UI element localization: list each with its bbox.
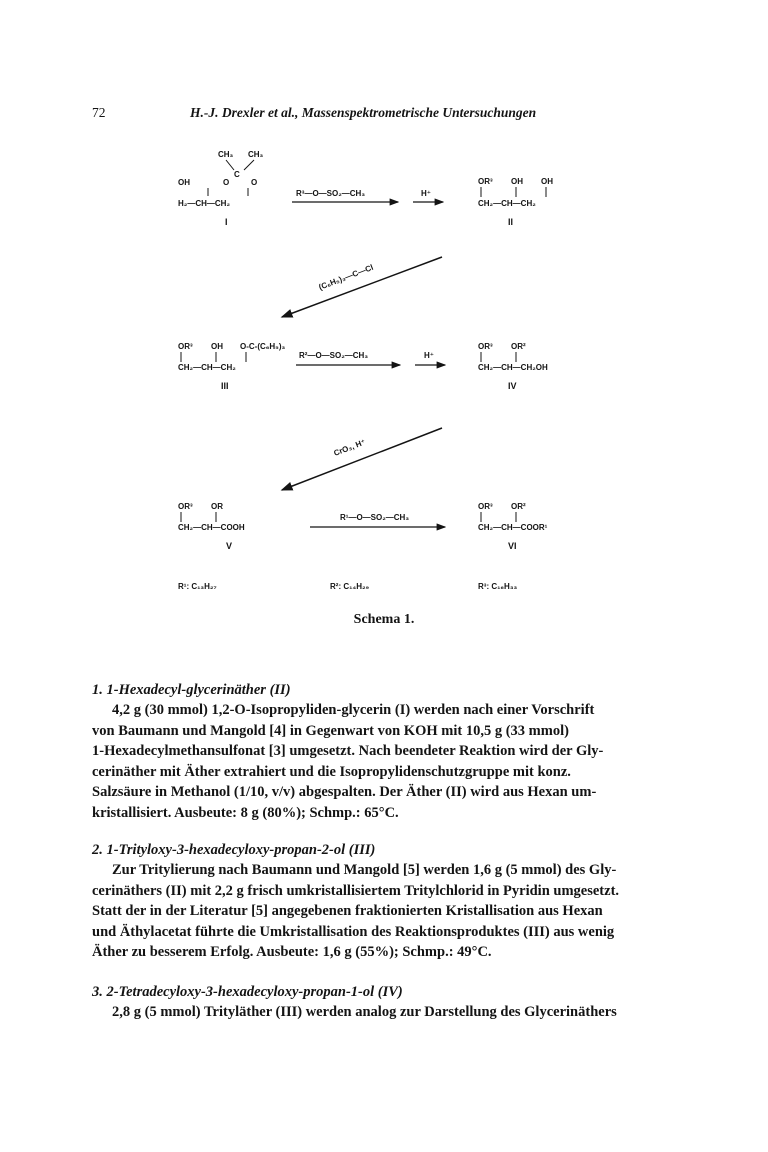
reagent-r3-sulfonate: R³—O—SO₂—CH₃ [296,189,366,198]
compound-IV-label: IV [508,381,517,391]
compound-IV-or3: OR³ [478,342,493,351]
compound-I [178,150,264,227]
text-line: Statt der in der Literatur [5] angegebenen fraktionierten Kristallisation aus Hexan [92,903,603,919]
compound-V-label: V [226,541,233,551]
reagent-trityl-chloride: (C₆H₅)₃—C—Cl [317,262,375,292]
text-line: Salzsäure in Methanol (1/10, v/v) abgespalten. Der Äther (II) wird aus Hexan um- [92,784,597,800]
compound-III-oh: OH [211,342,223,351]
reagent-acid-1: H⁺ [421,189,431,198]
compound-I-label: I [225,217,228,227]
running-head: H.-J. Drexler et al., Massenspektrometrische Untersuchungen [190,105,537,120]
text-line: Zur Tritylierung nach Baumann und Mangold [5] werden 1,6 g (5 mmol) des Gly- [112,862,617,878]
compound-VI-backbone: CH₂—CH—COOR¹ [478,523,548,532]
compound-I-backbone: H₂—CH—CH₂ [178,199,230,208]
compound-V-backbone: CH₂—CH—COOH [178,523,245,532]
compound-IV-backbone: CH₂—CH—CH₂OH [478,363,548,372]
compound-VI [478,502,548,551]
compound-I-methyl-right: CH₃ [248,150,264,159]
section-title: 3. 2-Tetradecyloxy-3-hexadecyloxy-propan-1-ol (IV) [92,984,403,1000]
section-paragraph [92,700,672,823]
compound-I-methyl-left: CH₃ [218,150,234,159]
compound-III [178,342,286,391]
text-line: 1-Hexadecylmethansulfonat [3] umgesetzt. Nach beendeter Reaktion wird der Gly- [92,743,604,759]
compound-VI-or3: OR³ [478,502,493,511]
section-paragraph [92,1002,672,1023]
text-line: 2,8 g (5 mmol) Trityläther (III) werden analog zur Darstellung des Glycerinäthers [112,1004,617,1020]
text-line: und Äthylacetat führte die Umkristallisation des Reaktionsproduktes (III) aus wenig [92,923,615,940]
reagent-oxidation: CrO₃, H⁺ [332,437,367,458]
compound-V [178,502,245,551]
compound-V-or3: OR³ [178,502,193,511]
text-line: cerinäthers (II) mit 2,2 g frisch umkristallisiertem Tritylchlorid in Pyridin umgesetzt. [92,882,620,899]
scheme-caption: Schema 1. [353,612,415,627]
compound-I-oxygen-right: O [251,178,258,187]
section-title: 2. 1-Trityloxy-3-hexadecyloxy-propan-2-ol (III) [92,842,376,858]
bond [244,160,254,170]
text-line: kristallisiert. Ausbeute: 8 g (80%); Schmp.: 65°C. [92,804,399,821]
text-line: cerinäther mit Äther extrahiert und die Isopropylidenschutzgruppe mit konz. [92,763,571,780]
compound-V-or: OR [211,502,223,511]
text-line: von Baumann und Mangold [4] in Gegenwart von KOH mit 10,5 g (33 mmol) [92,722,569,739]
compound-II [478,177,553,227]
reagent-acid-2: H⁺ [424,351,434,360]
definition-r2: R²: C₁₄H₂₉ [330,582,370,591]
compound-IV-or2: OR² [511,342,526,351]
reagent-r2-sulfonate: R²—O—SO₂—CH₃ [299,351,369,360]
section-2 [92,840,672,963]
compound-II-substituents: OR³ [478,177,493,186]
compound-II-oh-3: OH [541,177,553,186]
compound-II-label: II [508,217,514,227]
text-line: Äther zu besserem Erfolg. Ausbeute: 1,6 g (55%); Schmp.: 49°C. [92,944,492,960]
compound-I-ketal-carbon: C [234,170,240,179]
reagent-r1-sulfonate: R¹—O—SO₂—CH₃ [340,513,410,522]
section-title: 1. 1-Hexadecyl-glycerinäther (II) [92,682,291,698]
section-paragraph [92,860,672,963]
compound-III-backbone: CH₂—CH—CH₂ [178,363,236,372]
definition-r1: R¹: C₁₃H₂₇ [178,582,217,591]
compound-III-or3: OR³ [178,342,193,351]
section-1 [92,680,672,823]
compound-VI-label: VI [508,541,517,551]
compound-VI-or2: OR² [511,502,526,511]
compound-III-label: III [221,381,229,391]
bond [226,160,234,170]
compound-IV [478,342,548,391]
compound-I-oh: OH [178,178,190,187]
compound-II-backbone: CH₂—CH—CH₂ [478,199,536,208]
text-line: 4,2 g (30 mmol) 1,2-O-Isopropyliden-glycerin (I) werden nach einer Vorschrift [112,702,595,718]
definition-r3: R³: C₁₆H₃₃ [478,582,518,591]
page-number: 72 [92,105,106,120]
compound-III-otrityl: O-C-(C₆H₅)₃ [240,342,286,351]
compound-I-oxygen-left: O [223,178,230,187]
section-3 [92,982,672,1023]
compound-II-oh-2: OH [511,177,523,186]
